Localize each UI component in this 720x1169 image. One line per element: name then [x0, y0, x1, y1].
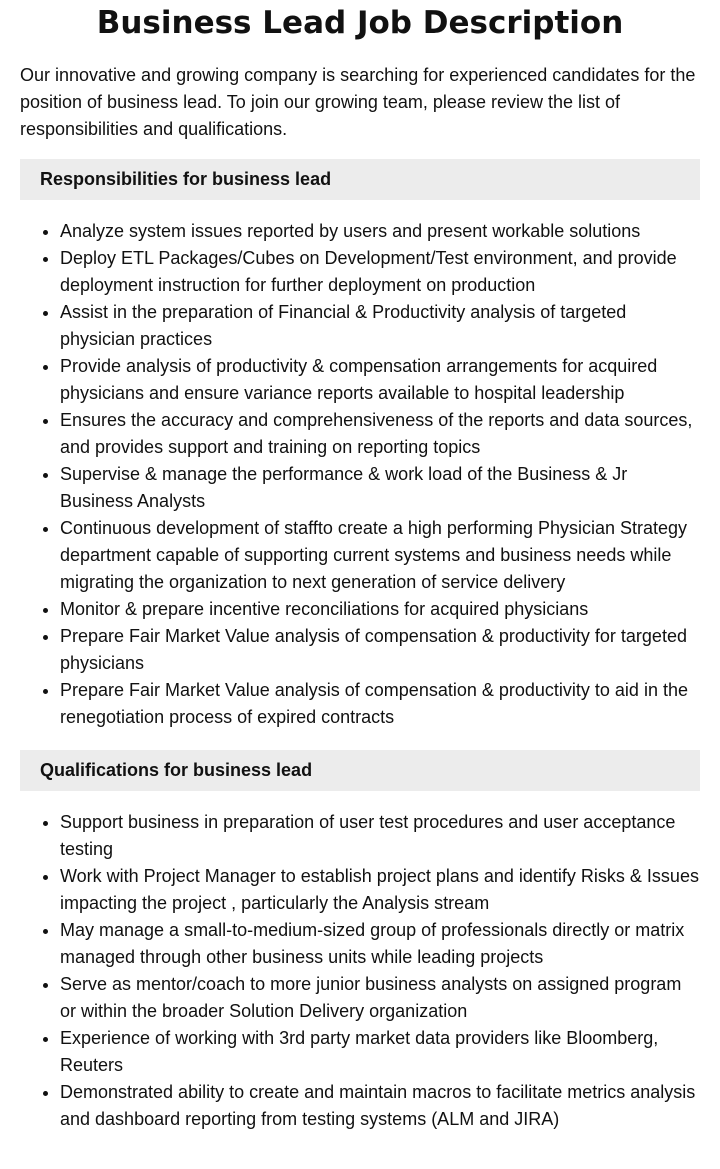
list-item: • Demonstrated ability to create and maintain macros to facilitate metrics analysis and dashboard reporting from testing systems (ALM and JIRA)	[60, 1079, 700, 1133]
list-item: • Provide analysis of productivity & compensation arrangements for acquired physicians and ensure variance reports available to hospital leadership	[60, 353, 700, 407]
responsibilities-list	[20, 218, 700, 731]
list-item: • Analyze system issues reported by users and present workable solutions	[60, 218, 700, 245]
job-description-page	[0, 4, 720, 1133]
qualifications-list	[20, 809, 700, 1133]
list-item: • Support business in preparation of user test procedures and user acceptance testing	[60, 809, 700, 863]
responsibilities-heading: Responsibilities for business lead	[20, 159, 700, 200]
list-item: • May manage a small-to-medium-sized group of professionals directly or matrix managed through other business units while leading projects	[60, 917, 700, 971]
list-item: • Serve as mentor/coach to more junior business analysts on assigned program or within the broader Solution Delivery organization	[60, 971, 700, 1025]
list-item: • Assist in the preparation of Financial & Productivity analysis of targeted physician practices	[60, 299, 700, 353]
list-item: • Prepare Fair Market Value analysis of compensation & productivity for targeted physicians	[60, 623, 700, 677]
intro-paragraph: Our innovative and growing company is searching for experienced candidates for the position of business lead. To join our growing team, please review the list of responsibilities and qualifications.	[20, 65, 696, 139]
list-item: • Work with Project Manager to establish project plans and identify Risks & Issues impacting the project , particularly the Analysis stream	[60, 863, 700, 917]
list-item: • Supervise & manage the performance & work load of the Business & Jr Business Analysts	[60, 461, 700, 515]
list-item: • Ensures the accuracy and comprehensiveness of the reports and data sources, and provides support and training on reporting topics	[60, 407, 700, 461]
list-item: • Continuous development of staffto create a high performing Physician Strategy department capable of supporting current systems and business needs while migrating the organization to next generation of service delivery	[60, 515, 700, 596]
list-item: • Experience of working with 3rd party market data providers like Bloomberg, Reuters	[60, 1025, 700, 1079]
list-item: • Monitor & prepare incentive reconciliations for acquired physicians	[60, 596, 700, 623]
qualifications-heading: Qualifications for business lead	[20, 750, 700, 791]
list-item: • Deploy ETL Packages/Cubes on Development/Test environment, and provide deployment instruction for further deployment on production	[60, 245, 700, 299]
page-title: Business Lead Job Description	[96, 5, 624, 41]
list-item: • Prepare Fair Market Value analysis of compensation & productivity to aid in the renegotiation process of expired contracts	[60, 677, 700, 731]
